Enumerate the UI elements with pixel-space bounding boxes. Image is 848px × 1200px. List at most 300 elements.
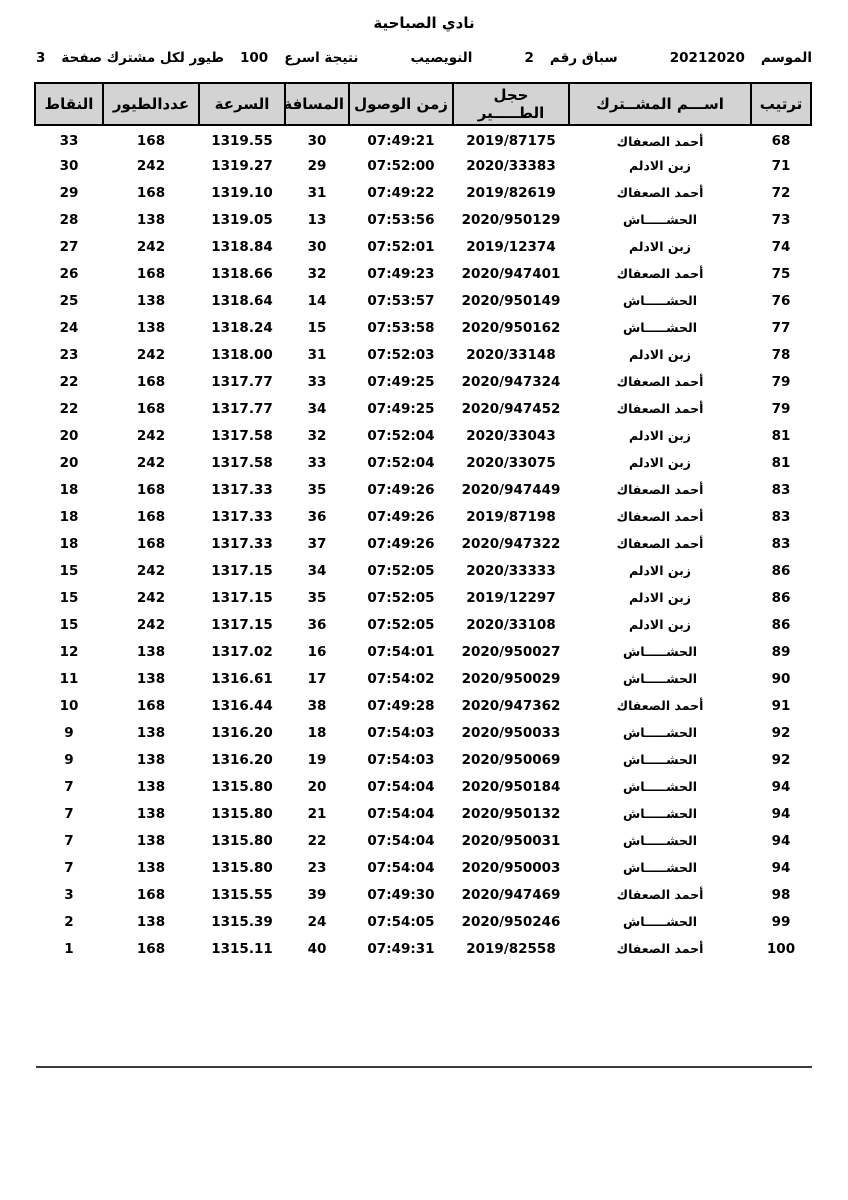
cell-birds: 242	[136, 562, 166, 579]
cell-points: 25	[59, 292, 79, 309]
cell-ring: 2020/950069	[461, 751, 561, 768]
table-row	[35, 368, 811, 395]
season-value: 20212020	[669, 50, 745, 66]
header-name: اســـم المشــترك	[569, 83, 751, 125]
cell-birds: 138	[136, 643, 166, 660]
cell-birds: 168	[136, 184, 166, 201]
cell-speed: 1318.64	[211, 292, 273, 309]
cell-distance: 36	[307, 508, 327, 525]
cell-distance: 19	[307, 751, 327, 768]
cell-points: 22	[59, 400, 79, 417]
cell-ring: 2020/33333	[466, 562, 556, 579]
cell-name: الحشـــــاش	[622, 806, 697, 821]
cell-birds: 242	[136, 589, 166, 606]
cell-rank: 92	[771, 724, 791, 741]
cell-birds: 138	[136, 319, 166, 336]
cell-arrival: 07:49:30	[367, 886, 435, 903]
cell-arrival: 07:49:21	[367, 133, 435, 149]
cell-rank: 91	[771, 697, 791, 714]
table-row	[35, 152, 811, 179]
cell-speed: 1317.33	[211, 535, 273, 552]
season-info	[670, 50, 812, 66]
cell-ring: 2020/33043	[466, 427, 556, 444]
table-row	[35, 260, 811, 287]
cell-rank: 86	[771, 589, 791, 606]
cell-ring: 2020/950027	[461, 643, 561, 660]
cell-rank: 86	[771, 616, 791, 633]
header-row	[35, 83, 811, 125]
cell-speed: 1318.24	[211, 319, 273, 336]
cell-birds: 138	[136, 859, 166, 876]
cell-speed: 1317.15	[211, 562, 273, 579]
cell-birds: 168	[136, 508, 166, 525]
cell-speed: 1317.15	[211, 589, 273, 606]
info-bar	[36, 50, 812, 66]
cell-points: 12	[59, 643, 79, 660]
cell-speed: 1318.66	[211, 265, 273, 282]
cell-rank: 86	[771, 562, 791, 579]
cell-points: 3	[64, 886, 74, 903]
cell-ring: 2019/12297	[466, 589, 556, 606]
cell-rank: 89	[771, 643, 791, 660]
cell-points: 28	[59, 211, 79, 228]
table-row	[35, 314, 811, 341]
cell-arrival: 07:53:58	[367, 319, 435, 336]
header-birds: عددالطيور	[103, 83, 199, 125]
table-row	[35, 341, 811, 368]
table-row	[35, 179, 811, 206]
cell-points: 30	[59, 157, 79, 174]
location-label: النويصيب	[410, 50, 473, 66]
cell-name: زبن الادلم	[629, 239, 691, 254]
cell-speed: 1317.15	[211, 616, 273, 633]
cell-speed: 1315.80	[211, 778, 273, 795]
cell-ring: 2020/950162	[461, 319, 561, 336]
cell-rank: 94	[771, 805, 791, 822]
cell-birds: 138	[136, 292, 166, 309]
table-row	[35, 395, 811, 422]
cell-ring: 2020/947362	[461, 697, 561, 714]
cell-arrival: 07:52:05	[367, 562, 435, 579]
cell-speed: 1319.55	[211, 133, 273, 149]
cell-arrival: 07:52:04	[367, 427, 435, 444]
cell-birds: 168	[136, 373, 166, 390]
cell-rank: 100	[766, 940, 796, 957]
cell-points: 15	[59, 562, 79, 579]
cell-points: 24	[59, 319, 79, 336]
cell-arrival: 07:49:25	[367, 400, 435, 417]
cell-rank: 78	[771, 346, 791, 363]
cell-speed: 1317.58	[211, 454, 273, 471]
cell-speed: 1317.58	[211, 427, 273, 444]
header-points: النقاط	[35, 83, 103, 125]
page-title: نادي الصباحية	[373, 14, 475, 32]
cell-birds: 138	[136, 724, 166, 741]
cell-birds: 168	[136, 133, 166, 149]
cell-distance: 14	[307, 292, 327, 309]
cell-birds: 168	[136, 400, 166, 417]
cell-ring: 2020/947449	[461, 481, 561, 498]
cell-name: زبن الادلم	[629, 347, 691, 362]
cell-name: الحشـــــاش	[622, 779, 697, 794]
cell-distance: 31	[307, 184, 327, 201]
cell-birds: 242	[136, 454, 166, 471]
cell-arrival: 07:52:04	[367, 454, 435, 471]
cell-birds: 168	[136, 940, 166, 957]
cell-speed: 1317.77	[211, 400, 273, 417]
table-row	[35, 611, 811, 638]
cell-speed: 1315.55	[211, 886, 273, 903]
cell-points: 7	[64, 832, 74, 849]
table-row	[35, 584, 811, 611]
cell-arrival: 07:52:03	[367, 346, 435, 363]
cell-birds: 138	[136, 778, 166, 795]
cell-arrival: 07:53:57	[367, 292, 435, 309]
cell-points: 23	[59, 346, 79, 363]
header-distance: المسافة	[285, 83, 349, 125]
cell-distance: 30	[307, 133, 327, 149]
cell-points: 9	[64, 724, 74, 741]
race-info	[524, 50, 617, 66]
cell-name: الحشـــــاش	[622, 725, 697, 740]
table-row	[35, 908, 811, 935]
cell-ring: 2020/33108	[466, 616, 556, 633]
race-location	[411, 50, 473, 66]
table-row	[35, 935, 811, 962]
cell-birds: 138	[136, 832, 166, 849]
cell-points: 7	[64, 778, 74, 795]
cell-distance: 30	[307, 238, 327, 255]
cell-birds: 138	[136, 805, 166, 822]
table-row	[35, 854, 811, 881]
cell-distance: 20	[307, 778, 327, 795]
cell-speed: 1316.44	[211, 697, 273, 714]
cell-distance: 22	[307, 832, 327, 849]
cell-rank: 79	[771, 373, 791, 390]
cell-ring: 2020/950129	[461, 211, 561, 228]
table-row	[35, 800, 811, 827]
cell-rank: 99	[771, 913, 791, 930]
cell-name: زبن الادلم	[629, 428, 691, 443]
cell-speed: 1317.77	[211, 373, 273, 390]
cell-ring: 2020/947469	[461, 886, 561, 903]
cell-arrival: 07:54:05	[367, 913, 435, 930]
cell-birds: 138	[136, 670, 166, 687]
cell-distance: 33	[307, 373, 327, 390]
cell-speed: 1319.10	[211, 184, 273, 201]
table-row	[35, 746, 811, 773]
cell-speed: 1317.33	[211, 481, 273, 498]
cell-birds: 242	[136, 427, 166, 444]
cell-name: الحشـــــاش	[622, 833, 697, 848]
cell-arrival: 07:49:26	[367, 535, 435, 552]
result-label: نتيجة اسرع	[284, 50, 359, 66]
cell-distance: 37	[307, 535, 327, 552]
table-row	[35, 692, 811, 719]
cell-name: زبن الادلم	[629, 617, 691, 632]
cell-points: 2	[64, 913, 74, 930]
results-table-header	[35, 83, 811, 125]
cell-points: 26	[59, 265, 79, 282]
result-count: 100	[240, 50, 269, 66]
cell-distance: 32	[307, 265, 327, 282]
cell-name: زبن الادلم	[629, 158, 691, 173]
table-row	[35, 125, 811, 152]
table-row	[35, 503, 811, 530]
cell-distance: 29	[307, 157, 327, 174]
footer-rule	[36, 1066, 812, 1068]
table-row	[35, 773, 811, 800]
table-row	[35, 206, 811, 233]
cell-points: 18	[59, 508, 79, 525]
cell-ring: 2020/947401	[461, 265, 561, 282]
cell-arrival: 07:54:02	[367, 670, 435, 687]
cell-arrival: 07:49:26	[367, 481, 435, 498]
cell-rank: 71	[771, 157, 791, 174]
cell-rank: 81	[771, 454, 791, 471]
cell-arrival: 07:49:23	[367, 265, 435, 282]
cell-ring: 2020/947322	[461, 535, 561, 552]
cell-rank: 83	[771, 535, 791, 552]
table-row	[35, 557, 811, 584]
cell-arrival: 07:53:56	[367, 211, 435, 228]
cell-speed: 1317.02	[211, 643, 273, 660]
cell-arrival: 07:54:03	[367, 724, 435, 741]
cell-points: 33	[59, 133, 79, 149]
cell-name: زبن الادلم	[629, 563, 691, 578]
cell-points: 22	[59, 373, 79, 390]
cell-rank: 98	[771, 886, 791, 903]
cell-arrival: 07:52:01	[367, 238, 435, 255]
cell-ring: 2020/950031	[461, 832, 561, 849]
cell-speed: 1315.80	[211, 805, 273, 822]
cell-ring: 2020/950003	[461, 859, 561, 876]
cell-ring: 2019/82619	[466, 184, 556, 201]
cell-speed: 1315.80	[211, 859, 273, 876]
cell-distance: 16	[307, 643, 327, 660]
cell-ring: 2020/950184	[461, 778, 561, 795]
cell-distance: 24	[307, 913, 327, 930]
cell-distance: 31	[307, 346, 327, 363]
cell-name: الحشـــــاش	[622, 671, 697, 686]
cell-name: الحشـــــاش	[622, 752, 697, 767]
cell-name: أحمد الصعفاك	[616, 698, 704, 713]
header-rank: ترتيب	[751, 83, 811, 125]
cell-rank: 92	[771, 751, 791, 768]
cell-birds: 168	[136, 265, 166, 282]
cell-ring: 2019/12374	[466, 238, 556, 255]
cell-distance: 23	[307, 859, 327, 876]
cell-points: 7	[64, 859, 74, 876]
cell-distance: 13	[307, 211, 327, 228]
cell-ring: 2020/947452	[461, 400, 561, 417]
cell-speed: 1319.05	[211, 211, 273, 228]
cell-arrival: 07:49:28	[367, 697, 435, 714]
header-speed: السرعة	[199, 83, 285, 125]
cell-ring: 2020/33075	[466, 454, 556, 471]
cell-arrival: 07:52:05	[367, 616, 435, 633]
cell-name: أحمد الصعفاك	[616, 266, 704, 281]
cell-name: الحشـــــاش	[622, 212, 697, 227]
cell-distance: 35	[307, 589, 327, 606]
cell-distance: 34	[307, 400, 327, 417]
cell-arrival: 07:52:00	[367, 157, 435, 174]
result-info	[36, 50, 358, 66]
table-row	[35, 881, 811, 908]
cell-name: أحمد الصعفاك	[616, 374, 704, 389]
cell-rank: 73	[771, 211, 791, 228]
cell-name: أحمد الصعفاك	[616, 482, 704, 497]
table-row	[35, 449, 811, 476]
cell-ring: 2020/950246	[461, 913, 561, 930]
cell-arrival: 07:49:25	[367, 373, 435, 390]
per-participant-label: طيور لكل مشترك صفحة	[61, 50, 225, 66]
header-arrival: زمن الوصول	[349, 83, 453, 125]
page-number: 3	[36, 50, 46, 66]
race-label: سباق رقم	[549, 50, 618, 66]
cell-distance: 38	[307, 697, 327, 714]
cell-points: 18	[59, 535, 79, 552]
cell-birds: 242	[136, 157, 166, 174]
cell-rank: 94	[771, 859, 791, 876]
cell-points: 18	[59, 481, 79, 498]
cell-speed: 1319.27	[211, 157, 273, 174]
cell-ring: 2019/87198	[466, 508, 556, 525]
cell-name: الحشـــــاش	[622, 914, 697, 929]
cell-points: 10	[59, 697, 79, 714]
cell-arrival: 07:54:04	[367, 778, 435, 795]
cell-speed: 1315.39	[211, 913, 273, 930]
cell-ring: 2020/33148	[466, 346, 556, 363]
cell-arrival: 07:54:04	[367, 859, 435, 876]
cell-distance: 33	[307, 454, 327, 471]
cell-arrival: 07:49:31	[367, 940, 435, 957]
cell-distance: 17	[307, 670, 327, 687]
cell-distance: 40	[307, 940, 327, 957]
cell-ring: 2020/950033	[461, 724, 561, 741]
cell-distance: 34	[307, 562, 327, 579]
cell-ring: 2020/947324	[461, 373, 561, 390]
cell-name: أحمد الصعفاك	[616, 509, 704, 524]
cell-arrival: 07:54:04	[367, 832, 435, 849]
table-row	[35, 638, 811, 665]
cell-name: الحشـــــاش	[622, 293, 697, 308]
cell-birds: 242	[136, 238, 166, 255]
cell-name: أحمد الصعفاك	[616, 941, 704, 956]
cell-birds: 168	[136, 697, 166, 714]
cell-arrival: 07:49:26	[367, 508, 435, 525]
cell-ring: 2020/950029	[461, 670, 561, 687]
cell-birds: 168	[136, 481, 166, 498]
table-row	[35, 665, 811, 692]
cell-distance: 18	[307, 724, 327, 741]
cell-birds: 168	[136, 886, 166, 903]
cell-birds: 138	[136, 751, 166, 768]
cell-speed: 1318.00	[211, 346, 273, 363]
cell-arrival: 07:52:05	[367, 589, 435, 606]
cell-rank: 76	[771, 292, 791, 309]
cell-rank: 94	[771, 832, 791, 849]
cell-speed: 1316.61	[211, 670, 273, 687]
cell-birds: 168	[136, 535, 166, 552]
cell-name: زبن الادلم	[629, 455, 691, 470]
cell-distance: 35	[307, 481, 327, 498]
cell-speed: 1315.11	[211, 940, 273, 957]
cell-name: الحشـــــاش	[622, 860, 697, 875]
cell-points: 1	[64, 940, 74, 957]
cell-rank: 68	[771, 133, 791, 149]
cell-speed: 1317.33	[211, 508, 273, 525]
cell-points: 20	[59, 454, 79, 471]
cell-points: 11	[59, 670, 79, 687]
cell-name: زبن الادلم	[629, 590, 691, 605]
cell-points: 7	[64, 805, 74, 822]
cell-ring: 2019/82558	[466, 940, 556, 957]
cell-points: 29	[59, 184, 79, 201]
header-ring: حجل الطـــــير	[453, 83, 569, 125]
cell-points: 9	[64, 751, 74, 768]
cell-ring: 2020/950132	[461, 805, 561, 822]
cell-rank: 74	[771, 238, 791, 255]
table-row	[35, 719, 811, 746]
table-row	[35, 422, 811, 449]
cell-speed: 1315.80	[211, 832, 273, 849]
cell-rank: 77	[771, 319, 791, 336]
cell-arrival: 07:49:22	[367, 184, 435, 201]
cell-arrival: 07:54:04	[367, 805, 435, 822]
cell-birds: 242	[136, 616, 166, 633]
cell-birds: 138	[136, 913, 166, 930]
cell-points: 15	[59, 589, 79, 606]
cell-name: أحمد الصعفاك	[616, 401, 704, 416]
cell-speed: 1316.20	[211, 751, 273, 768]
cell-rank: 75	[771, 265, 791, 282]
cell-name: الحشـــــاش	[622, 644, 697, 659]
cell-name: أحمد الصعفاك	[616, 133, 704, 149]
cell-points: 20	[59, 427, 79, 444]
cell-rank: 79	[771, 400, 791, 417]
cell-rank: 90	[771, 670, 791, 687]
cell-rank: 83	[771, 508, 791, 525]
cell-rank: 81	[771, 427, 791, 444]
table-row	[35, 827, 811, 854]
cell-rank: 94	[771, 778, 791, 795]
cell-distance: 21	[307, 805, 327, 822]
results-table-body	[35, 125, 811, 962]
cell-ring: 2020/33383	[466, 157, 556, 174]
results-table	[34, 82, 812, 962]
cell-distance: 36	[307, 616, 327, 633]
season-label: الموسم	[760, 50, 812, 66]
table-row	[35, 476, 811, 503]
cell-name: أحمد الصعفاك	[616, 887, 704, 902]
cell-rank: 72	[771, 184, 791, 201]
cell-birds: 242	[136, 346, 166, 363]
table-row	[35, 233, 811, 260]
cell-ring: 2019/87175	[466, 133, 556, 149]
cell-speed: 1318.84	[211, 238, 273, 255]
cell-speed: 1316.20	[211, 724, 273, 741]
table-row	[35, 287, 811, 314]
cell-name: أحمد الصعفاك	[616, 536, 704, 551]
table-row	[35, 530, 811, 557]
cell-birds: 138	[136, 211, 166, 228]
cell-name: الحشـــــاش	[622, 320, 697, 335]
cell-arrival: 07:54:01	[367, 643, 435, 660]
cell-points: 15	[59, 616, 79, 633]
cell-distance: 32	[307, 427, 327, 444]
cell-ring: 2020/950149	[461, 292, 561, 309]
